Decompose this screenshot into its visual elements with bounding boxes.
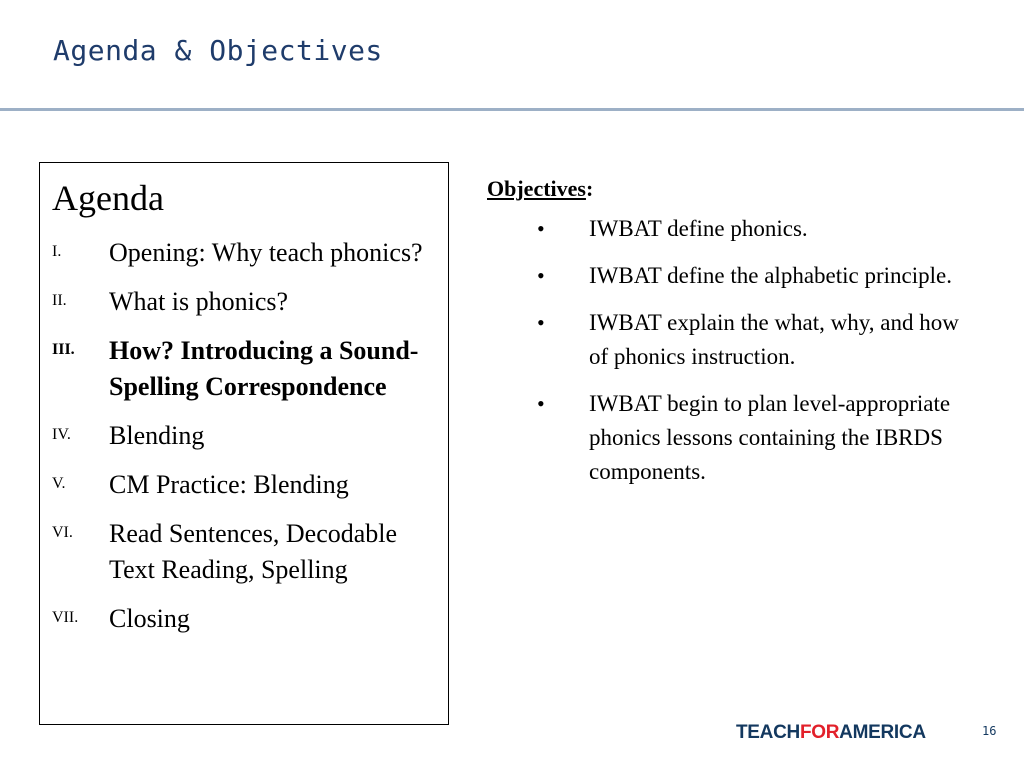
agenda-item [52,418,444,454]
objective-item [487,387,967,489]
agenda-item-number: VI. [52,524,73,541]
objective-item [487,212,967,246]
bullet-icon: • [537,391,545,416]
teach-for-america-logo [736,722,926,744]
objective-text: IWBAT explain the what, why, and how of phonics instruction. [589,310,959,369]
objective-text: IWBAT define phonics. [589,216,808,241]
page-number: 16 [982,724,997,738]
agenda-item-text: Opening: Why teach phonics? [109,238,423,267]
objectives-heading [487,176,967,202]
slide-title: Agenda & Objectives [53,34,383,67]
objective-item [487,259,967,293]
bullet-icon: • [537,216,545,241]
objective-text: IWBAT define the alphabetic principle. [589,263,952,288]
agenda-item-text: Blending [109,421,205,450]
agenda-item-text: Closing [109,604,190,633]
agenda-item-number: V. [52,475,66,492]
agenda-heading: Agenda [52,178,164,218]
agenda-item-number: II. [52,292,67,309]
agenda-item-text: Read Sentences, Decodable Text Reading, Spelling [109,519,398,584]
agenda-item-number: III. [52,341,75,358]
bullet-icon: • [537,310,545,335]
objectives-list [487,212,967,489]
agenda-item [52,235,444,271]
agenda-item [52,516,444,588]
objectives-section [487,176,967,502]
bullet-icon: • [537,263,545,288]
objective-item [487,306,967,374]
agenda-item-text: How? Introducing a Sound-Spelling Correspondence [109,336,419,401]
agenda-item-text: What is phonics? [109,287,289,316]
logo-part-for: FOR [799,722,840,743]
agenda-item-number: IV. [52,426,71,443]
agenda-item [52,284,444,320]
agenda-item-text: CM Practice: Blending [109,470,349,499]
agenda-item-number: VII. [52,609,79,626]
agenda-item-current [52,333,444,405]
objective-text: IWBAT begin to plan level-appropriate phonics lessons containing the IBRDS components. [589,391,951,484]
logo-part-teach: TEACH [736,722,800,743]
agenda-list [52,235,444,650]
objectives-heading-label: Objectives [487,176,586,201]
agenda-item [52,467,444,503]
agenda-item-number: I. [52,243,62,260]
logo-part-america: AMERICA [839,722,926,743]
title-divider [0,108,1024,111]
agenda-item [52,601,444,637]
agenda-box [39,162,449,725]
objectives-heading-colon: : [585,176,594,201]
